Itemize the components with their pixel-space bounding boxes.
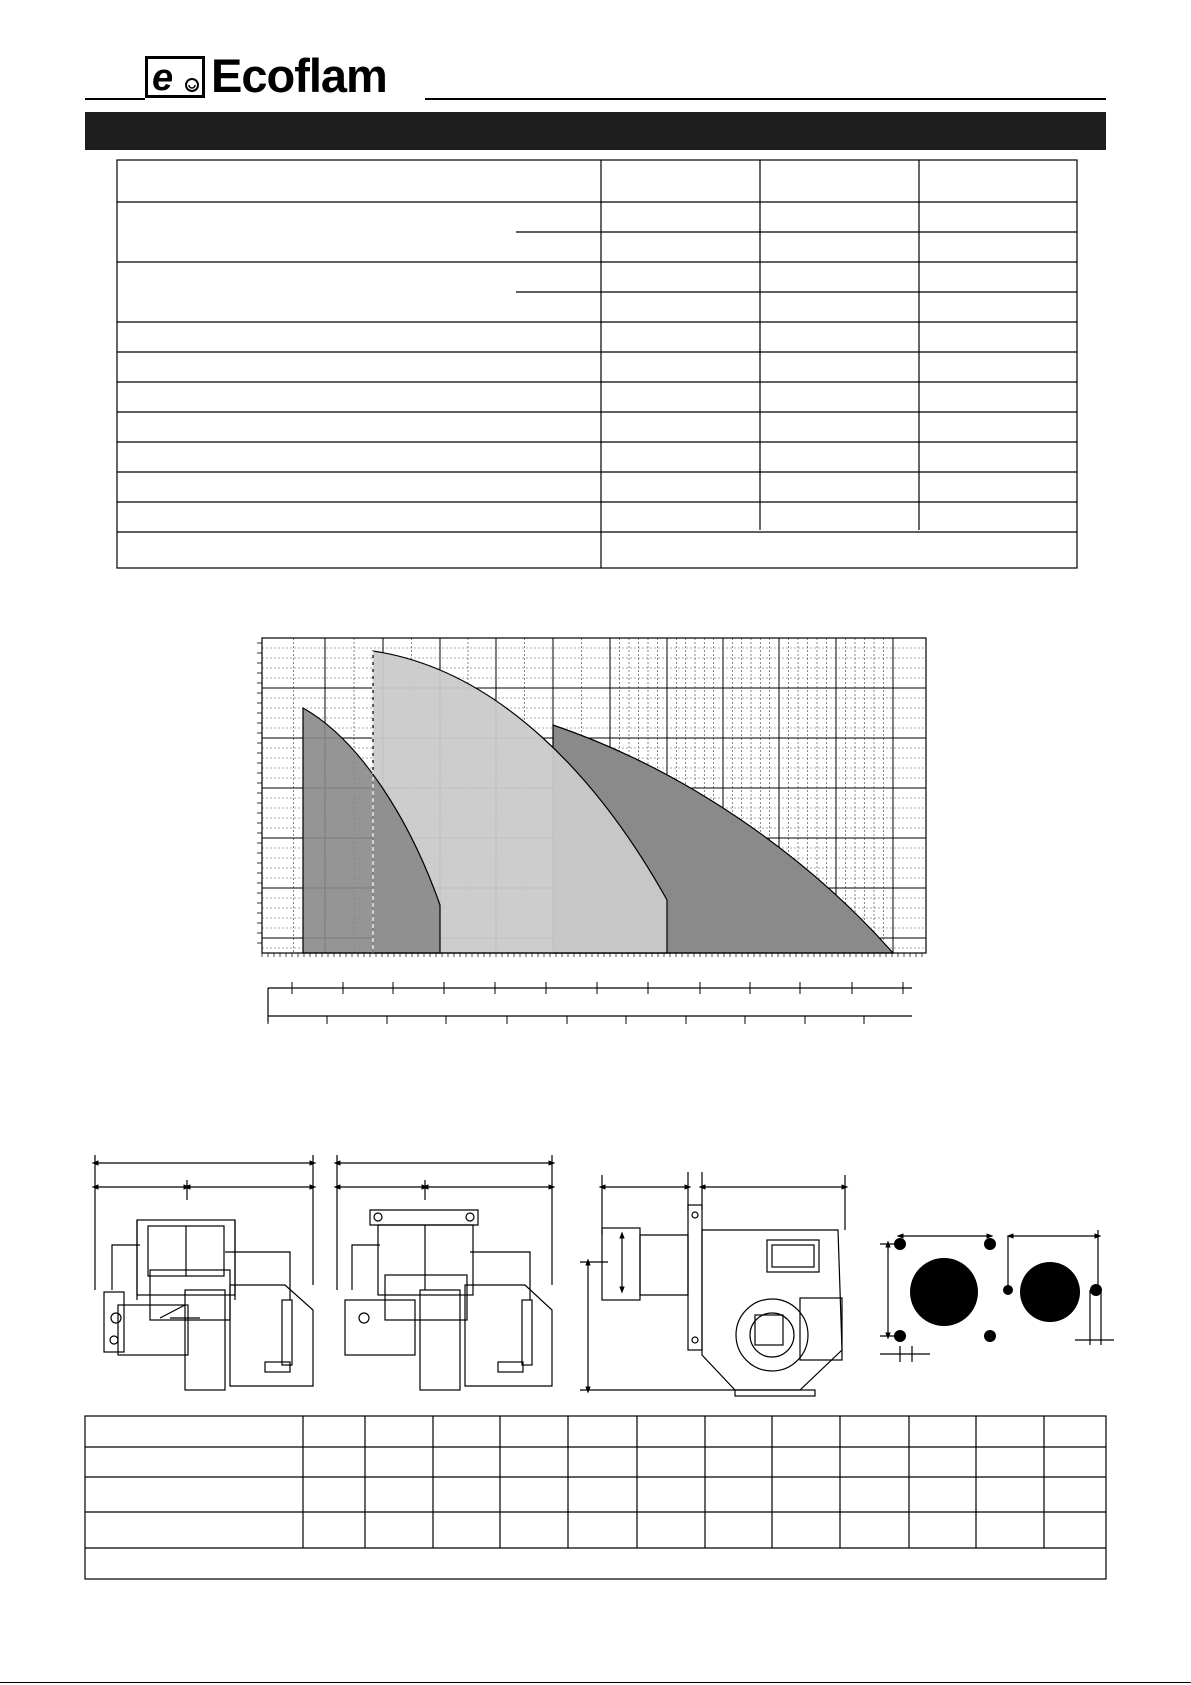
svg-text:e: e (152, 57, 174, 99)
page-bottom-rule (0, 1682, 1191, 1683)
brand-name: Ecoflam (211, 49, 387, 102)
